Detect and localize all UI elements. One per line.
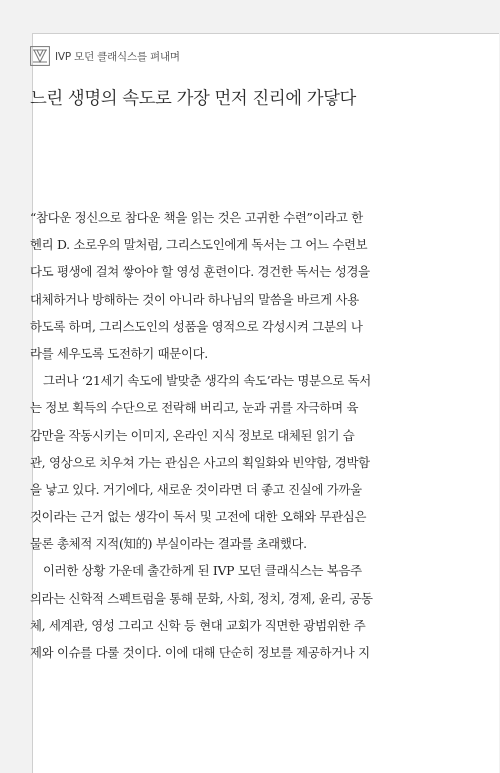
series-label: IVP 모던 클래식스를 펴내며 [55, 50, 180, 63]
text-line: 이러한 상황 가운데 출간하게 된 IVP 모던 클래식스는 복음주 [43, 563, 362, 579]
text-line: 라를 세우도록 도전하기 때문이다. [30, 345, 208, 361]
text-line: “참다운 정신으로 참다운 책을 읽는 것은 고귀한 수련”이라고 한 [30, 210, 363, 225]
text-line: 관, 영상으로 치우쳐 가는 관심은 사고의 획일화와 빈약함, 경박함 [30, 454, 370, 470]
text-line: 는 정보 획득의 수단으로 전락해 버리고, 눈과 귀를 자극하며 육 [30, 400, 359, 416]
text-line: 을 낳고 있다. 거기에다, 새로운 것이라면 더 좋고 진실에 가까울 [30, 481, 362, 497]
text-line: 체, 세계관, 영성 그리고 신학 등 현대 교회가 직면한 광범위한 주 [30, 617, 366, 633]
text-line: 의라는 신학적 스펙트럼을 통해 문화, 사회, 정치, 경제, 윤리, 공동 [30, 590, 373, 606]
text-line: 제와 이슈를 다룰 것이다. 이에 대해 단순히 정보를 제공하거나 지 [30, 645, 370, 660]
ivp-monogram-icon [30, 46, 50, 66]
text-line: 다도 평생에 걸쳐 쌓아야 할 영성 훈련이다. 경건한 독서는 성경을 [30, 264, 370, 280]
series-header [30, 46, 180, 66]
text-line: 것이라는 근거 없는 생각이 독서 및 고전에 대한 오해와 무관심은 [30, 509, 367, 525]
text-line: 그러나 ‘21세기 속도에 발맞춘 생각의 속도’라는 명분으로 독서 [43, 373, 371, 389]
text-line: 하도록 하며, 그리스도인의 성품을 영적으로 각성시켜 그분의 나 [30, 318, 363, 334]
body-text [30, 204, 446, 666]
text-line: 감만을 작동시키는 이미지, 온라인 지식 정보로 대체된 읽기 습 [30, 427, 355, 443]
text-line: 대체하거나 방해하는 것이 아니라 하나님의 말씀을 바르게 사용 [30, 291, 359, 307]
text-line: 헨리 D. 소로우의 말처럼, 그리스도인에게 독서는 그 어느 수련보 [30, 237, 368, 253]
page-title: 느린 생명의 속도로 가장 먼저 진리에 가닿다 [30, 89, 356, 109]
text-line: 물론 총체적 지적(知的) 부실이라는 결과를 초래했다. [30, 536, 307, 552]
